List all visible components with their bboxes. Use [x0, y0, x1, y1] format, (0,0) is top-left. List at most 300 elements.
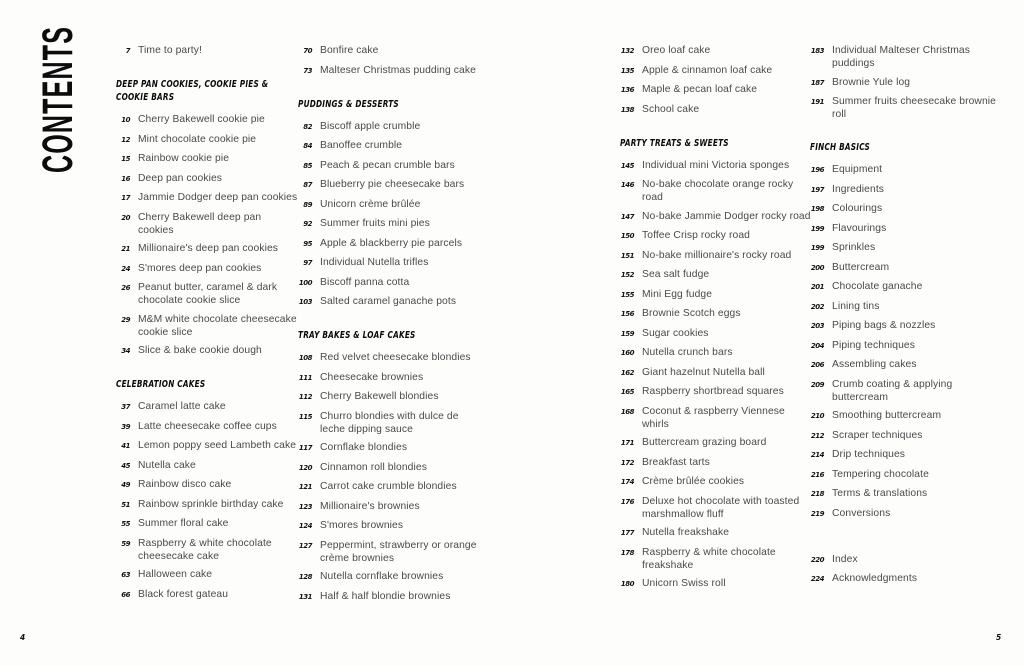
toc-entry	[620, 495, 812, 521]
entry-title: Oreo loaf cake	[642, 45, 711, 56]
entry-page-number: 92	[303, 220, 312, 228]
toc-entry	[298, 590, 482, 604]
entry-title: Crème brûlée cookies	[642, 476, 745, 487]
entry-page-number: 212	[810, 431, 824, 440]
entry-title: Equipment	[832, 164, 883, 175]
toc-entry	[116, 478, 298, 492]
entry-title: Unicorn Swiss roll	[642, 578, 726, 589]
entry-title: Coconut & raspberry Viennese whirls	[642, 405, 785, 430]
entry-title: Piping bags & nozzles	[832, 320, 936, 331]
entry-page-number: 138	[620, 105, 634, 114]
entry-title: Deep pan cookies	[138, 172, 223, 184]
toc-entry	[810, 468, 1002, 482]
entry-title: Millionaire's deep pan cookies	[138, 243, 279, 254]
entry-page-number: 145	[620, 161, 634, 170]
toc-entry	[810, 76, 1002, 90]
entry-page-number: 196	[810, 166, 824, 174]
entry-title: Rainbow sprinkle birthday cake	[138, 498, 284, 510]
toc-group	[298, 44, 482, 78]
toc-entry	[298, 539, 482, 565]
entry-title: Peach & pecan crumble bars	[320, 159, 455, 171]
toc-entry	[620, 83, 812, 97]
entry-title: Cornflake blondies	[320, 442, 408, 453]
entry-page-number: 165	[620, 388, 634, 396]
entry-title: Crumb coating & applying buttercream	[832, 378, 953, 403]
toc-entry	[620, 159, 812, 173]
page-title: CONTENTS	[33, 25, 81, 173]
toc-entry	[810, 339, 1002, 353]
entry-page-number: 132	[620, 47, 634, 55]
entry-title: Cherry Bakewell cookie pie	[138, 114, 265, 125]
entry-title: S'mores brownies	[320, 520, 404, 531]
entry-title: Caramel latte cake	[138, 401, 226, 412]
entry-title: Cinnamon roll blondies	[320, 461, 427, 473]
toc-entry	[620, 268, 812, 282]
toc-entry	[298, 276, 482, 290]
toc-entry	[620, 288, 812, 302]
toc-entry	[810, 300, 1002, 314]
entry-page-number: 20	[121, 213, 130, 222]
folio-right: 5	[996, 633, 1002, 642]
toc-entry	[620, 44, 812, 58]
entry-title: Brownie Scotch eggs	[642, 308, 741, 319]
toc-column-2	[298, 44, 482, 609]
toc-entry	[298, 371, 482, 385]
toc-group	[116, 378, 298, 602]
toc-entry	[810, 280, 1002, 294]
toc-entry	[810, 358, 1002, 372]
toc-entry	[116, 133, 298, 147]
toc-group	[116, 78, 298, 358]
entry-page-number: 204	[810, 341, 824, 350]
entry-page-number: 128	[298, 573, 312, 581]
toc-entry	[810, 487, 1002, 501]
toc-entry	[810, 448, 1002, 462]
entry-page-number: 89	[303, 200, 312, 209]
entry-title: Piping techniques	[832, 339, 915, 351]
toc-entry	[810, 507, 1002, 521]
toc-entry	[620, 456, 812, 470]
entry-title: Black forest gateau	[138, 588, 229, 600]
toc-entry	[620, 210, 812, 224]
entry-page-number: 187	[810, 78, 824, 87]
entry-page-number: 115	[298, 412, 312, 421]
toc-entry	[116, 172, 298, 186]
entry-title: Nutella cake	[138, 459, 196, 471]
toc-entry	[298, 500, 482, 514]
entry-page-number: 49	[121, 481, 130, 489]
entry-page-number: 151	[620, 251, 634, 260]
toc-entry	[298, 120, 482, 134]
entry-page-number: 66	[121, 590, 130, 599]
toc-entry	[116, 400, 298, 414]
entry-page-number: 156	[620, 310, 634, 318]
toc-group	[810, 44, 1002, 121]
toc-entry	[298, 198, 482, 212]
toc-entry	[298, 44, 482, 58]
entry-page-number: 51	[121, 500, 130, 509]
entry-page-number: 26	[121, 284, 130, 292]
toc-group	[810, 553, 1002, 587]
entry-title: Salted caramel ganache pots	[320, 296, 457, 307]
toc-entry	[620, 249, 812, 263]
entry-title: Smoothing buttercream	[832, 410, 942, 421]
entry-title: Terms & translations	[832, 488, 928, 499]
entry-title: Jammie Dodger deep pan cookies	[138, 192, 298, 203]
entry-page-number: 180	[620, 580, 634, 588]
entry-title: Summer floral cake	[138, 518, 229, 529]
entry-page-number: 117	[298, 444, 312, 452]
entry-title: Index	[832, 553, 858, 565]
entry-page-number: 37	[121, 403, 130, 411]
folio-left: 4	[20, 633, 26, 642]
toc-entry	[116, 588, 298, 602]
entry-page-number: 97	[303, 259, 312, 267]
entry-title: Apple & blackberry pie parcels	[320, 237, 463, 249]
entry-title: No-bake chocolate orange rocky road	[642, 179, 794, 203]
entry-page-number: 21	[121, 245, 130, 253]
entry-page-number: 198	[810, 205, 824, 213]
entry-page-number: 206	[810, 361, 824, 369]
entry-page-number: 183	[810, 47, 824, 55]
section-heading: FINCH BASICS	[810, 142, 870, 153]
entry-title: Cheesecake brownies	[320, 371, 424, 383]
toc-entry	[116, 568, 298, 582]
entry-page-number: 59	[121, 539, 130, 548]
toc-column-1	[116, 44, 298, 607]
entry-page-number: 55	[121, 520, 130, 528]
entry-page-number: 84	[303, 142, 312, 150]
toc-group	[116, 44, 298, 58]
toc-entry	[810, 183, 1002, 197]
entry-page-number: 209	[810, 380, 824, 389]
entry-title: Breakfast tarts	[642, 456, 710, 468]
entry-title: Raspberry & white chocolate freakshake	[642, 546, 776, 571]
toc-entry	[116, 44, 298, 58]
toc-entry	[810, 261, 1002, 275]
entry-title: Maple & pecan loaf cake	[642, 84, 758, 95]
entry-page-number: 34	[121, 347, 130, 355]
toc-entry	[810, 95, 1002, 121]
entry-page-number: 216	[810, 470, 824, 479]
toc-entry	[298, 410, 482, 436]
toc-entry	[298, 295, 482, 309]
entry-title: Peppermint, strawberry or orange crème brownies	[320, 539, 477, 564]
toc-entry	[116, 211, 298, 237]
toc-entry	[298, 441, 482, 455]
toc-entry	[620, 475, 812, 489]
entry-page-number: 171	[620, 439, 634, 447]
entry-page-number: 135	[620, 66, 634, 75]
toc-entry	[810, 319, 1002, 333]
entry-title: Scraper techniques	[832, 429, 923, 441]
entry-title: Blueberry pie cheesecake bars	[320, 179, 465, 190]
toc-entry	[298, 256, 482, 270]
entry-title: No-bake Jammie Dodger rocky road	[642, 210, 811, 222]
entry-page-number: 177	[620, 529, 634, 537]
toc-entry	[620, 178, 812, 204]
entry-page-number: 155	[620, 290, 634, 299]
toc-entry	[620, 229, 812, 243]
entry-title: Biscoff panna cotta	[320, 276, 410, 288]
toc-entry	[620, 103, 812, 117]
entry-page-number: 123	[298, 502, 312, 511]
toc-entry	[116, 459, 298, 473]
entry-title: Raspberry & white chocolate cheesecake cake	[138, 537, 272, 562]
entry-page-number: 16	[121, 174, 130, 183]
entry-title: Toffee Crisp rocky road	[642, 230, 750, 241]
toc-entry	[620, 385, 812, 399]
entry-title: Assembling cakes	[832, 359, 917, 370]
entry-title: Slice & bake cookie dough	[138, 345, 262, 356]
entry-page-number: 200	[810, 263, 824, 272]
entry-page-number: 131	[298, 592, 312, 601]
entry-title: Individual mini Victoria sponges	[642, 159, 790, 171]
toc-entry	[298, 159, 482, 173]
entry-title: Drip techniques	[832, 449, 906, 460]
toc-entry	[116, 113, 298, 127]
entry-page-number: 39	[121, 422, 130, 431]
entry-page-number: 41	[121, 442, 130, 450]
toc-entry	[298, 480, 482, 494]
toc-entry	[810, 222, 1002, 236]
entry-page-number: 168	[620, 407, 634, 416]
toc-group	[298, 98, 482, 310]
toc-entry	[810, 163, 1002, 177]
entry-title: Sugar cookies	[642, 327, 709, 339]
toc-entry	[116, 191, 298, 205]
section-heading: PUDDINGS & DESSERTS	[298, 98, 399, 110]
entry-page-number: 218	[810, 490, 824, 498]
toc-entry	[810, 409, 1002, 423]
entry-page-number: 191	[810, 98, 824, 106]
entry-page-number: 197	[810, 185, 824, 194]
entry-page-number: 146	[620, 181, 634, 189]
entry-page-number: 219	[810, 509, 824, 518]
entry-page-number: 162	[620, 368, 634, 377]
toc-entry	[810, 378, 1002, 404]
entry-page-number: 203	[810, 322, 824, 330]
entry-title: Halloween cake	[138, 569, 213, 580]
entry-page-number: 100	[298, 278, 312, 287]
entry-title: Malteser Christmas pudding cake	[320, 64, 476, 76]
entry-page-number: 224	[810, 575, 824, 583]
toc-group	[298, 329, 482, 604]
toc-entry	[116, 242, 298, 256]
entry-title: Latte cheesecake coffee cups	[138, 420, 277, 432]
entry-page-number: 108	[298, 354, 312, 362]
entry-page-number: 172	[620, 458, 634, 467]
toc-entry	[620, 436, 812, 450]
entry-title: Brownie Yule log	[832, 76, 911, 88]
entry-title: M&M white chocolate cheesecake cookie slice	[138, 313, 297, 338]
entry-page-number: 95	[303, 239, 312, 248]
entry-page-number: 214	[810, 451, 824, 459]
toc-entry	[620, 577, 812, 591]
toc-entry	[116, 420, 298, 434]
toc-entry	[810, 44, 1002, 70]
entry-page-number: 87	[303, 181, 312, 189]
section-heading: DEEP PAN COOKIES, COOKIE PIES & COOKIE BARS	[116, 79, 269, 103]
toc-entry	[620, 366, 812, 380]
entry-page-number: 136	[620, 86, 634, 94]
toc-entry	[116, 152, 298, 166]
toc-entry	[298, 570, 482, 584]
entry-page-number: 112	[298, 393, 312, 401]
entry-title: Buttercream grazing board	[642, 437, 767, 448]
entry-page-number: 150	[620, 232, 634, 240]
entry-title: Individual Nutella trifles	[320, 257, 429, 268]
entry-title: Deluxe hot chocolate with toasted marshmallow fluff	[642, 495, 800, 520]
toc-entry	[810, 553, 1002, 567]
entry-page-number: 199	[810, 224, 824, 233]
entry-title: Giant hazelnut Nutella ball	[642, 366, 765, 378]
entry-page-number: 73	[303, 66, 312, 75]
entry-title: Raspberry shortbread squares	[642, 386, 784, 397]
toc-group	[810, 141, 1002, 521]
entry-page-number: 160	[620, 349, 634, 357]
entry-title: Unicorn crème brûlée	[320, 198, 421, 210]
entry-page-number: 10	[121, 116, 130, 124]
entry-title: Colourings	[832, 203, 883, 214]
entry-title: Individual Malteser Christmas puddings	[832, 45, 970, 69]
toc-column-3	[620, 44, 812, 597]
entry-title: Churro blondies with dulce de leche dipping sauce	[320, 410, 459, 435]
entry-title: No-bake millionaire's rocky road	[642, 249, 792, 261]
toc-entry	[116, 344, 298, 358]
toc-entry	[298, 178, 482, 192]
entry-page-number: 17	[121, 194, 130, 202]
entry-title: Ingredients	[832, 183, 885, 195]
entry-page-number: 12	[121, 135, 130, 144]
entry-title: Acknowledgments	[832, 573, 918, 584]
entry-title: Red velvet cheesecake blondies	[320, 352, 471, 363]
toc-entry	[298, 461, 482, 475]
entry-page-number: 220	[810, 555, 824, 564]
entry-title: Cherry Bakewell deep pan cookies	[138, 211, 262, 236]
toc-entry	[620, 327, 812, 341]
toc-group	[620, 137, 812, 592]
section-heading: CELEBRATION CAKES	[116, 379, 206, 390]
toc-entry	[620, 526, 812, 540]
entry-page-number: 124	[298, 522, 312, 530]
toc-entry	[810, 202, 1002, 216]
entry-page-number: 159	[620, 329, 634, 338]
toc-entry	[620, 64, 812, 78]
entry-title: Half & half blondie brownies	[320, 590, 451, 602]
entry-page-number: 127	[298, 541, 312, 550]
entry-title: Rainbow disco cake	[138, 479, 232, 490]
toc-entry	[298, 237, 482, 251]
entry-title: Cherry Bakewell blondies	[320, 391, 439, 402]
entry-title: Lining tins	[832, 300, 880, 312]
entry-title: Tempering chocolate	[832, 468, 929, 480]
toc-entry	[116, 439, 298, 453]
entry-page-number: 103	[298, 298, 312, 306]
entry-page-number: 85	[303, 161, 312, 170]
entry-title: Bonfire cake	[320, 45, 379, 56]
entry-page-number: 70	[303, 47, 312, 55]
entry-title: Banoffee crumble	[320, 140, 403, 151]
entry-page-number: 202	[810, 302, 824, 311]
entry-page-number: 178	[620, 548, 634, 557]
toc-entry	[620, 346, 812, 360]
entry-title: Lemon poppy seed Lambeth cake	[138, 440, 297, 451]
entry-page-number: 152	[620, 271, 634, 279]
toc-group	[620, 44, 812, 117]
entry-page-number: 111	[298, 373, 312, 382]
toc-entry	[116, 537, 298, 563]
toc-entry	[620, 405, 812, 431]
entry-page-number: 15	[121, 155, 130, 163]
entry-title: Buttercream	[832, 261, 890, 273]
toc-entry	[298, 351, 482, 365]
entry-page-number: 82	[303, 122, 312, 131]
entry-title: Biscoff apple crumble	[320, 120, 421, 132]
toc-entry	[116, 262, 298, 276]
entry-title: Millionaire's brownies	[320, 500, 420, 512]
entry-title: Sea salt fudge	[642, 269, 710, 280]
toc-column-4	[810, 44, 1002, 592]
toc-entry	[810, 572, 1002, 586]
entry-title: Mint chocolate cookie pie	[138, 133, 257, 145]
entry-page-number: 7	[125, 47, 130, 55]
toc-entry	[620, 307, 812, 321]
entry-page-number: 63	[121, 571, 130, 579]
entry-title: Mini Egg fudge	[642, 288, 713, 300]
toc-entry	[116, 517, 298, 531]
entry-page-number: 24	[121, 264, 130, 273]
toc-entry	[810, 241, 1002, 255]
entry-title: Nutella freakshake	[642, 527, 730, 538]
entry-title: School cake	[642, 103, 700, 115]
entry-title: Rainbow cookie pie	[138, 153, 230, 164]
toc-entry	[116, 281, 298, 307]
entry-page-number: 199	[810, 244, 824, 252]
entry-page-number: 121	[298, 483, 312, 491]
toc-entry	[298, 519, 482, 533]
entry-title: Summer fruits mini pies	[320, 218, 430, 229]
entry-title: Nutella crunch bars	[642, 347, 733, 358]
entry-title: Time to party!	[138, 45, 202, 56]
toc-entry	[810, 429, 1002, 443]
entry-title: Sprinkles	[832, 242, 876, 253]
entry-page-number: 176	[620, 497, 634, 506]
toc-entry	[298, 139, 482, 153]
section-heading: TRAY BAKES & LOAF CAKES	[298, 330, 416, 341]
section-heading: PARTY TREATS & SWEETS	[620, 137, 729, 149]
toc-entry	[298, 390, 482, 404]
entry-title: Peanut butter, caramel & dark chocolate cookie slice	[138, 282, 278, 306]
toc-entry	[298, 64, 482, 78]
entry-page-number: 147	[620, 212, 634, 221]
entry-page-number: 45	[121, 461, 130, 470]
entry-title: S'mores deep pan cookies	[138, 262, 262, 274]
entry-title: Conversions	[832, 507, 891, 519]
toc-entry	[298, 217, 482, 231]
entry-page-number: 210	[810, 412, 824, 420]
entry-page-number: 174	[620, 478, 634, 486]
toc-entry	[116, 313, 298, 339]
toc-entry	[620, 546, 812, 572]
entry-title: Flavourings	[832, 222, 887, 234]
entry-page-number: 120	[298, 463, 312, 472]
entry-title: Summer fruits cheesecake brownie roll	[832, 96, 997, 120]
entry-title: Chocolate ganache	[832, 281, 923, 292]
entry-title: Carrot cake crumble blondies	[320, 481, 457, 492]
toc-entry	[116, 498, 298, 512]
entry-title: Nutella cornflake brownies	[320, 571, 444, 582]
